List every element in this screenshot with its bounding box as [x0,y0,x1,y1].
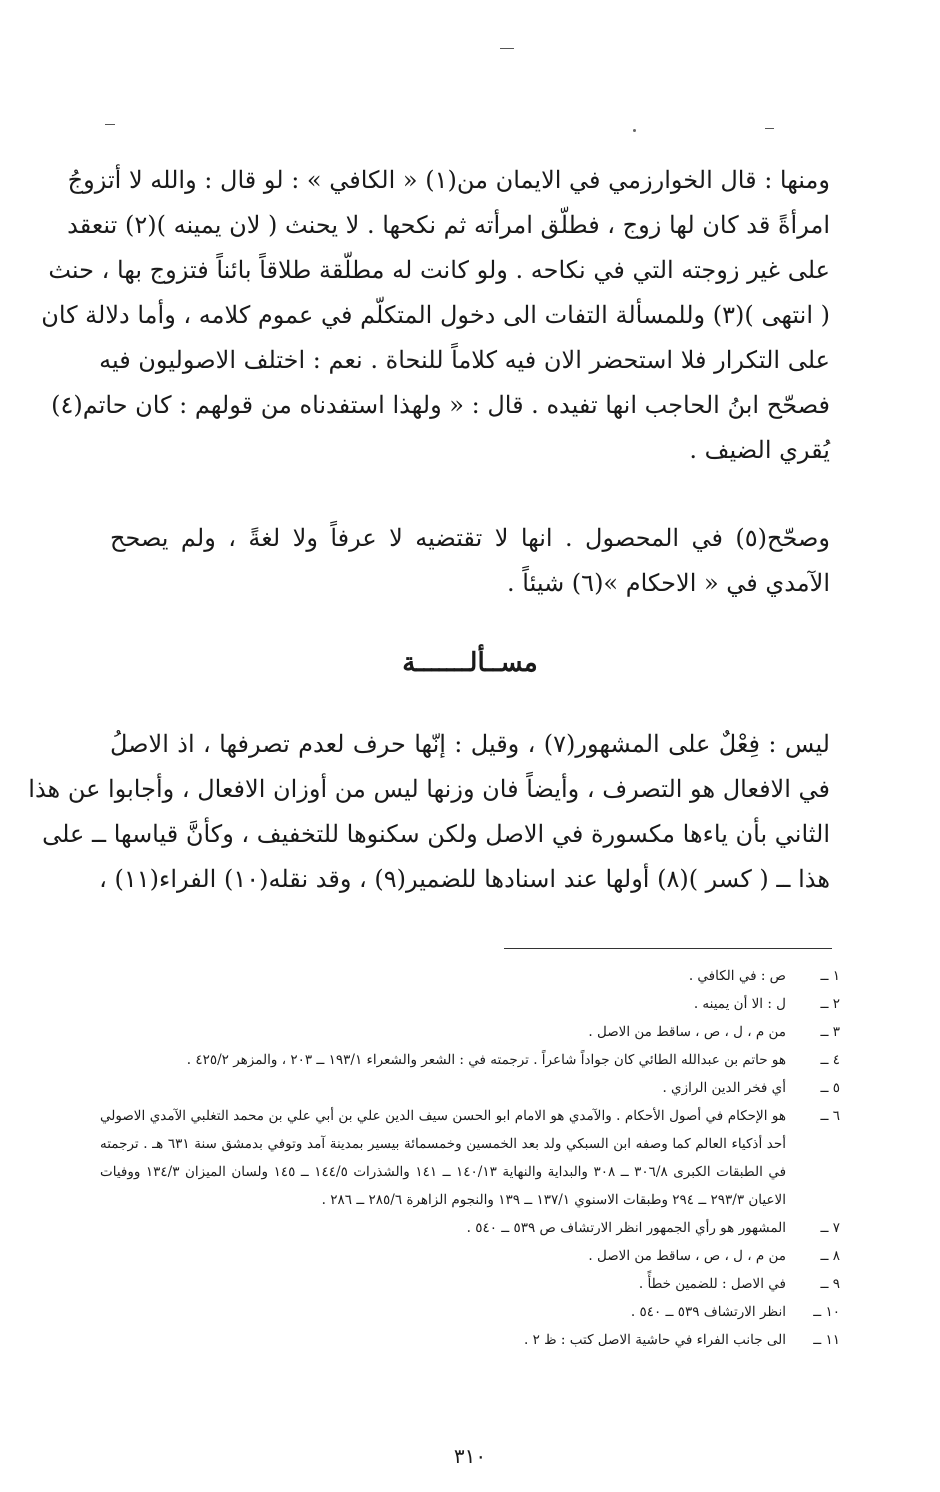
text-line: هذا ــ ( كسر )(٨) أولها عند اسنادها للضمير(٩) ، وقد نقله(١٠) الفراء(١١) ، [99,865,830,893]
paragraph-1 [41,158,830,473]
text-line: وصحّح(٥) في المحصول . انها لا تقتضيه لا عرفاً ولا لغةً ، ولم يصحح [110,524,830,552]
footnote-number: ٥ ــ [820,1080,840,1096]
footnote-number: ٩ ــ [820,1276,840,1292]
footnote [100,1046,840,1074]
text-line: ليس : فِعْلٌ على المشهور(٧) ، وقيل : إنّها حرف لعدم تصرفها ، اذ الاصلُ [110,730,830,758]
page-number: ٣١٠ [453,1444,487,1468]
section-heading: مســألـــــــة [402,648,538,678]
footnote-number: ٣ ــ [820,1024,840,1040]
footnote-text: ل : الا أن يمينه . [693,996,786,1012]
header-mark [105,124,115,125]
footnote-number: ١ ــ [820,968,840,984]
text-line: الآمدي في « الاحكام »(٦) شيئاً . [507,569,830,597]
footnote [100,1018,840,1046]
text-line: ( انتهى )(٣) وللمسألة التفات الى دخول المتكلّم في عموم كلامه ، وأما دلالة كان [41,301,830,329]
header-mark [765,128,774,129]
footnote-number: ٨ ــ [820,1248,840,1264]
footnote-text: انظر الارتشاف ٥٣٩ ــ ٥٤٠ . [630,1304,786,1320]
text-line: على غير زوجته التي في نكاحه . ولو كانت له مطلّقة طلاقاً بائناً فتزوج بها ، حنث [48,256,830,284]
footnote-text: هو الإحكام في أصول الأحكام . والآمدي هو الامام ابو الحسن سيف الدين علي بن أبي علي بن محمد التغلبي الآمدي الاصولي أحد أذكياء العالم كما وصفه ابن السبكي ولد بعد الخمسين وخمسمائة بيسير بمدينة آمد وتوفي بدمشق سنة ٦٣١ هـ . ترجمته في الطبقات الكبرى ٣٠٦/٨ ــ ٣٠٨ والبداية والنهاية ١٤٠/١٣ ــ ١٤١ والشذرات ١٤٤/٥ ــ ١٤٥ ولسان الميزان ١٣٤/٣ ووفيات الاعيان ٢٩٣/٣ ــ ٢٩٤ وطبقات الاسنوي ١٣٧/١ ــ ١٣٩ والنجوم الزاهرة ٢٨٥/٦ ــ ٢٨٦ . [100,1108,787,1208]
header-dot [633,129,636,132]
footnote-text: في الاصل : للضمين خطأً . [638,1276,786,1292]
footnote [100,1298,840,1326]
footnote-separator [504,948,832,949]
footnote [100,990,840,1018]
footnote [100,1326,840,1354]
text-line: في الافعال هو التصرف ، وأيضاً فان وزنها ليس من أوزان الافعال ، وأجابوا عن هذا [28,775,830,803]
footnote [100,1074,840,1102]
text-line: فصحّح ابنُ الحاجب انها تفيده . قال : « ولهذا استفدناه من قولهم : كان حاتم(٤) [51,391,830,419]
text-line: على التكرار فلا استحضر الان فيه كلاماً للنحاة . نعم : اختلف الاصوليون فيه [99,346,830,374]
text-line: يُقري الضيف . [689,436,830,464]
footnote-number: ٧ ــ [820,1220,840,1236]
text-line: ومنها : قال الخوارزمي في الايمان من(١) « الكافي » : لو قال : والله لا أتزوجُ [67,166,830,194]
footnote-text: هو حاتم بن عبدالله الطائي كان جواداً شاعراً . ترجمته في : الشعر والشعراء ١٩٣/١ ــ ٢٠٣ ، والمزهر ٤٢٥/٢ . [186,1052,786,1068]
footnote-text: أي فخر الدين الرازي . [662,1080,786,1096]
footnote-text: من م ، ل ، ص ، ساقط من الاصل . [588,1248,786,1264]
footnote [100,962,840,990]
paragraph-2 [110,516,830,606]
footnote-text: ص : في الكافي . [688,968,786,984]
footnote [100,1270,840,1298]
header-mark [500,48,514,49]
footnote-number: ٦ ــ [820,1108,840,1124]
footnote-number: ٤ ــ [820,1052,840,1068]
footnote-number: ٢ ــ [820,996,840,1012]
footnote-number: ١١ ــ [813,1332,840,1348]
footnote [100,1242,840,1270]
paragraph-3 [28,722,830,902]
text-line: الثاني بأن ياءها مكسورة في الاصل ولكن سكنوها للتخفيف ، وكأنَّ قياسها ــ على [42,820,830,848]
footnote-number: ١٠ ــ [813,1304,840,1320]
footnote [100,1102,840,1214]
footnotes [100,962,840,1354]
text-line: امرأةً قد كان لها زوج ، فطلّق امرأته ثم نكحها . لا يحنث ( لان يمينه )(٢) تنعقد [67,211,830,239]
footnote-text: المشهور هو رأي الجمهور انظر الارتشاف ص ٥٣٩ ــ ٥٤٠ . [466,1220,786,1236]
footnote [100,1214,840,1242]
footnote-text: الى جانب الفراء في حاشية الاصل كتب : ظ ٢ . [523,1332,786,1348]
footnote-text: من م ، ل ، ص ، ساقط من الاصل . [588,1024,786,1040]
